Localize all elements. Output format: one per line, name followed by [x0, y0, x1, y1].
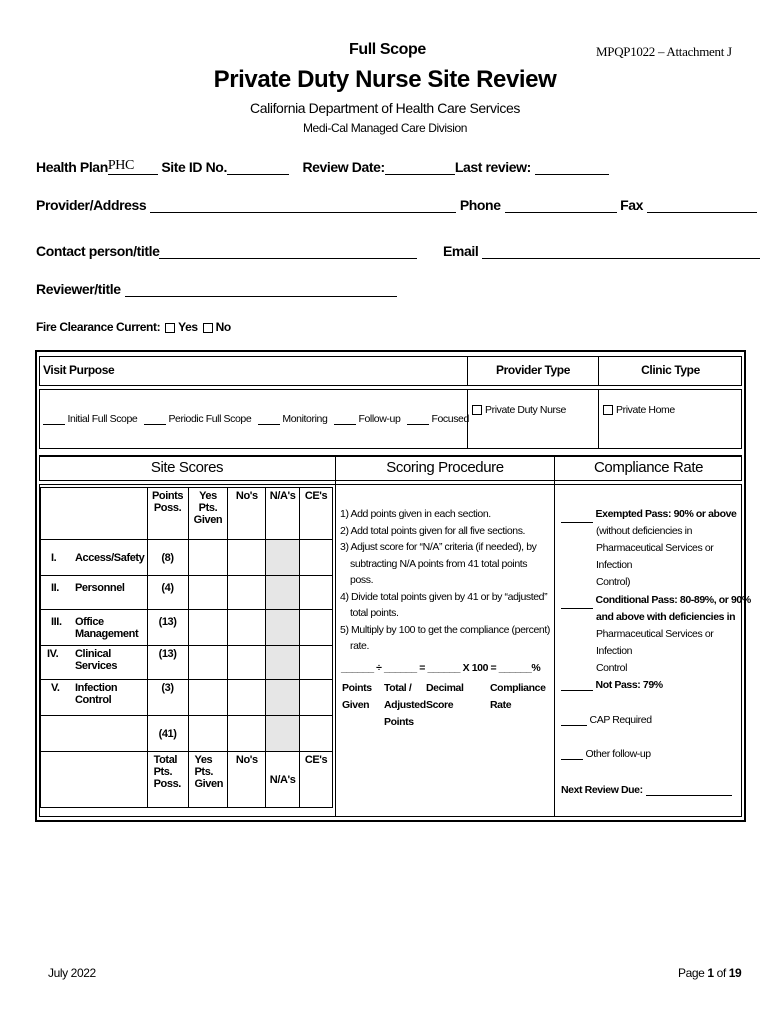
ce-cell[interactable]	[300, 576, 333, 610]
row-label-cell: III. Office Management	[41, 610, 148, 646]
head-nos: No's	[228, 488, 266, 540]
conditional-pass-block	[561, 592, 751, 677]
total-row	[41, 716, 333, 752]
formula-total-adjusted: Total / Adjusted Points	[384, 682, 426, 728]
exempted-line-c: Control)	[596, 576, 631, 588]
nos-cell[interactable]	[228, 576, 266, 610]
yes-cell[interactable]	[188, 540, 228, 576]
review-date-field[interactable]	[385, 174, 455, 175]
private-home-checkbox[interactable]	[603, 405, 613, 415]
exempted-blank[interactable]	[561, 522, 593, 523]
foot-nos: No's	[228, 752, 266, 808]
cap-row	[561, 714, 652, 726]
attachment-label: MPQP1022 – Attachment J	[596, 44, 732, 59]
nos-cell[interactable]	[228, 646, 266, 680]
exempted-line-a: (without deficiencies in	[596, 525, 693, 537]
form-row-2	[36, 197, 757, 213]
form-row-3	[36, 243, 760, 259]
contact-field[interactable]	[159, 258, 417, 259]
row-label-cell: IV. Clinical Services	[41, 646, 148, 680]
contact-label: Contact person/title	[36, 243, 160, 259]
table-row	[41, 576, 333, 610]
yes-cell[interactable]	[188, 646, 228, 680]
row-points: (4)	[147, 576, 188, 610]
scores-footer-row	[41, 752, 333, 808]
next-review-row	[561, 784, 732, 796]
last-review-label: Last review:	[454, 159, 531, 175]
periodic-blank[interactable]	[144, 424, 166, 425]
row-points: (8)	[147, 540, 188, 576]
fire-yes-checkbox[interactable]	[165, 323, 175, 333]
head-na: N/A's	[266, 488, 300, 540]
ce-cell[interactable]	[300, 540, 333, 576]
formula-compliance-rate: Compliance Rate	[490, 682, 546, 711]
foot-yes: Yes Pts. Given	[188, 752, 228, 808]
total-na-cell[interactable]	[266, 716, 300, 752]
ce-cell[interactable]	[300, 646, 333, 680]
fire-no-checkbox[interactable]	[203, 323, 213, 333]
next-review-label: Next Review Due:	[561, 784, 643, 796]
yes-cell[interactable]	[188, 610, 228, 646]
na-cell[interactable]	[266, 540, 300, 576]
total-ce-cell[interactable]	[300, 716, 333, 752]
scope-label: Full Scope	[349, 41, 426, 58]
scores-header-row	[41, 488, 333, 540]
form-row-4	[36, 281, 397, 297]
site-scores-table	[40, 487, 333, 808]
table-row	[41, 646, 333, 680]
table-row	[41, 610, 333, 646]
clinic-option-label: Private Home	[616, 404, 675, 416]
table-row	[41, 540, 333, 576]
formula-points-given: Points Given	[342, 682, 372, 711]
step-5: 5) Multiply by 100 to get the compliance (percent)	[340, 623, 550, 636]
site-scores-header: Site Scores	[150, 459, 224, 476]
not-pass-row	[561, 679, 663, 691]
page-number: Page 1 of 19	[678, 966, 742, 980]
row-label-cell: I. Access/Safety	[41, 540, 148, 576]
other-followup-row	[561, 748, 651, 760]
visit-purpose-header: Visit Purpose	[43, 363, 115, 377]
exempted-pass-block	[561, 506, 741, 591]
opt-monitoring: Monitoring	[282, 413, 328, 425]
formula-line: ______ ÷ ______ = ______ X 100 = ______%	[341, 662, 541, 674]
step-4: 4) Divide total points given by 41 or by “adjusted”	[340, 590, 548, 603]
site-id-field[interactable]	[227, 174, 289, 175]
compliance-rate-header: Compliance Rate	[593, 459, 704, 476]
department-name: California Department of Health Care Services	[250, 100, 520, 116]
email-field[interactable]	[482, 258, 760, 259]
foot-ce: CE's	[300, 752, 333, 808]
na-cell[interactable]	[266, 646, 300, 680]
na-cell[interactable]	[266, 610, 300, 646]
ce-cell[interactable]	[300, 610, 333, 646]
procedure-steps	[340, 506, 552, 655]
provider-address-field[interactable]	[150, 212, 456, 213]
page-title: Private Duty Nurse Site Review	[213, 66, 557, 93]
na-cell[interactable]	[266, 680, 300, 716]
clinic-type-header: Clinic Type	[641, 363, 700, 377]
formula-decimal-score: Decimal Score	[426, 682, 464, 711]
last-review-field[interactable]	[535, 174, 609, 175]
followup-blank[interactable]	[334, 424, 356, 425]
exempted-line-b: Pharmaceutical Services or Infection	[596, 542, 714, 571]
opt-focused: Focused	[431, 413, 469, 425]
step-3: 3) Adjust score for “N/A” criteria (if needed), by	[340, 541, 537, 553]
step-2: 2) Add total points given for all five sections.	[340, 524, 526, 537]
step-3b: subtracting N/A points from 41 total points poss.	[350, 557, 528, 586]
row-label-cell: II. Personnel	[41, 576, 148, 610]
focused-blank[interactable]	[407, 424, 429, 425]
foot-na: N/A's	[266, 752, 300, 808]
division-name: Medi-Cal Managed Care Division	[302, 121, 468, 135]
provider-type-option	[472, 404, 566, 416]
reviewer-label: Reviewer/title	[36, 281, 121, 297]
fire-clearance-label: Fire Clearance Current:	[36, 320, 161, 334]
initial-blank[interactable]	[43, 424, 65, 425]
health-plan-value: PHC	[107, 158, 134, 173]
provider-address-label: Provider/Address	[36, 197, 147, 213]
head-points: Points Poss.	[147, 488, 188, 540]
provider-option-label: Private Duty Nurse	[485, 404, 566, 416]
visit-purpose-options	[43, 413, 469, 425]
opt-periodic: Periodic Full Scope	[168, 413, 252, 425]
yes-cell[interactable]	[188, 680, 228, 716]
conditional-line-a: and above with deficiencies in	[596, 611, 736, 623]
conditional-line-b: Pharmaceutical Services or Infection	[596, 628, 714, 657]
next-review-field[interactable]	[646, 795, 732, 796]
email-label: Email	[442, 243, 479, 259]
head-yes: Yes Pts. Given	[188, 488, 228, 540]
provider-type-header: Provider Type	[496, 363, 570, 377]
cap-label: CAP Required	[589, 714, 652, 726]
row-points: (13)	[147, 610, 188, 646]
other-blank[interactable]	[561, 759, 583, 760]
total-points: (41)	[147, 716, 188, 752]
scoring-procedure-header: Scoring Procedure	[386, 459, 504, 476]
fax-label: Fax	[620, 197, 644, 213]
fire-yes-label: Yes	[178, 320, 198, 334]
head-ce: CE's	[300, 488, 333, 540]
ce-cell[interactable]	[300, 680, 333, 716]
nos-cell[interactable]	[228, 610, 266, 646]
monitoring-blank[interactable]	[258, 424, 280, 425]
fire-no-label: No	[215, 320, 231, 334]
row-points: (3)	[147, 680, 188, 716]
not-pass-label: Not Pass: 79%	[595, 679, 663, 691]
step-4b: total points.	[350, 607, 399, 619]
table-row	[41, 680, 333, 716]
row-points: (13)	[147, 646, 188, 680]
not-pass-blank[interactable]	[561, 690, 593, 691]
row-label-cell: V. Infection Control	[41, 680, 148, 716]
fax-field[interactable]	[647, 212, 757, 213]
footer-date: July 2022	[48, 966, 96, 980]
step-1: 1) Add points given in each section.	[340, 508, 491, 520]
phone-field[interactable]	[505, 212, 617, 213]
na-cell[interactable]	[266, 576, 300, 610]
opt-initial: Initial Full Scope	[67, 413, 138, 425]
nos-cell[interactable]	[228, 540, 266, 576]
step-5b: rate.	[350, 640, 370, 652]
conditional-blank[interactable]	[561, 608, 593, 609]
clinic-type-option	[603, 404, 675, 416]
nos-cell[interactable]	[228, 680, 266, 716]
total-nos-cell[interactable]	[228, 716, 266, 752]
fire-clearance-row	[36, 320, 231, 334]
phone-label: Phone	[459, 197, 501, 213]
reviewer-field[interactable]	[125, 296, 397, 297]
opt-followup: Follow-up	[358, 413, 401, 425]
total-yes-cell[interactable]	[188, 716, 228, 752]
other-label: Other follow-up	[585, 748, 651, 760]
conditional-label: Conditional Pass: 80-89%, or 90%	[595, 594, 751, 606]
form-row-1	[36, 158, 609, 175]
review-date-label: Review Date:	[302, 159, 385, 175]
exempted-label: Exempted Pass: 90% or above	[595, 508, 737, 520]
conditional-line-c: Control	[596, 662, 628, 674]
foot-total: Total Pts. Poss.	[147, 752, 188, 808]
health-plan-label: Health Plan	[36, 159, 108, 175]
health-plan-field[interactable]	[108, 158, 158, 175]
yes-cell[interactable]	[188, 576, 228, 610]
private-duty-nurse-checkbox[interactable]	[472, 405, 482, 415]
cap-blank[interactable]	[561, 725, 587, 726]
site-id-label: Site ID No.	[161, 159, 227, 175]
